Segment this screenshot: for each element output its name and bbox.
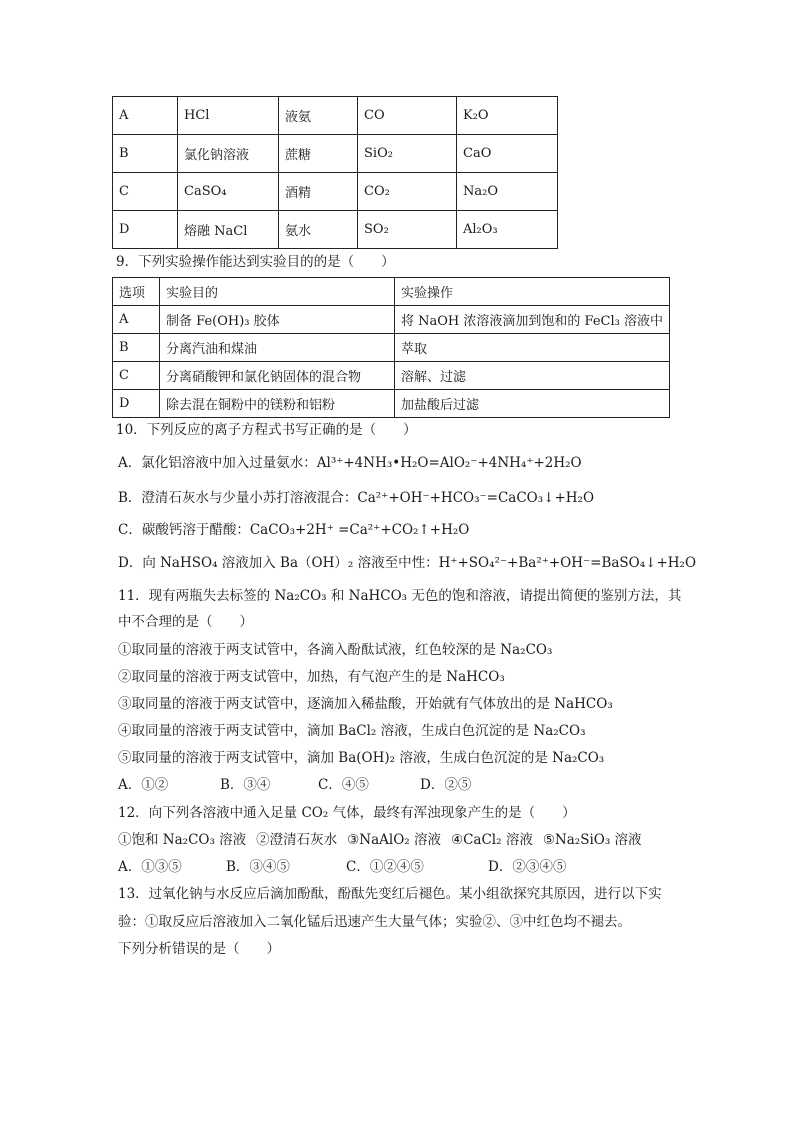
table-row <box>113 173 558 211</box>
q12-stem: 12．向下列各溶液中通入足量 CO₂ 气体，最终有浑浊现象产生的是（ ） <box>118 805 576 821</box>
table-row <box>113 362 670 390</box>
table-header-cell: 实验目的 <box>160 278 395 306</box>
table-header-cell: 实验操作 <box>395 278 670 306</box>
q11-option-a: A．①② <box>118 777 169 793</box>
q12-option-b: B．③④⑤ <box>226 859 290 875</box>
q9-stem: 9．下列实验操作能达到实验目的的是（ ） <box>116 254 395 270</box>
q11-item: ④取同量的溶液于两支试管中，滴加 BaCl₂ 溶液，生成白色沉淀的是 Na₂CO₃ <box>118 723 586 739</box>
table-cell: 氨水 <box>279 211 358 249</box>
table-cell: 将 NaOH 浓溶液滴加到饱和的 FeCl₃ 溶液中 <box>395 306 670 334</box>
table-cell: CaO <box>457 135 558 173</box>
classification-table <box>112 96 558 249</box>
table-cell: C <box>113 362 160 390</box>
q12-item: ①饱和 Na₂CO₃ 溶液 <box>118 832 247 848</box>
q11-option-c: C．④⑤ <box>318 777 369 793</box>
table-cell: HCl <box>178 97 279 135</box>
table-cell: B <box>113 135 178 173</box>
q12-item: ④CaCl₂ 溶液 <box>450 832 533 848</box>
q10-option-b: B．澄清石灰水与少量小苏打溶液混合：Ca²⁺+OH⁻+HCO₃⁻=CaCO₃↓+H₂O <box>118 490 595 506</box>
table-row <box>113 390 670 418</box>
table-cell: 除去混在铜粉中的镁粉和铝粉 <box>160 390 395 418</box>
q11-option-d: D．②⑤ <box>420 777 472 793</box>
q11-option-b: B．③④ <box>220 777 271 793</box>
table-cell: CO₂ <box>358 173 457 211</box>
q11-item: ⑤取同量的溶液于两支试管中，滴加 Ba(OH)₂ 溶液，生成白色沉淀的是 Na₂CO₃ <box>118 750 605 766</box>
table-row <box>113 97 558 135</box>
q12-options <box>118 855 566 875</box>
table-cell: 酒精 <box>279 173 358 211</box>
q10-option-c: C．碳酸钙溶于醋酸：CaCO₃+2H⁺ =Ca²⁺+CO₂↑+H₂O <box>118 522 470 538</box>
table-cell: SiO₂ <box>358 135 457 173</box>
table-cell: 液氨 <box>279 97 358 135</box>
table-cell: 熔融 NaCl <box>178 211 279 249</box>
table-cell: 制备 Fe(OH)₃ 胶体 <box>160 306 395 334</box>
table-cell: 分离硝酸钾和氯化钠固体的混合物 <box>160 362 395 390</box>
q11-item: ②取同量的溶液于两支试管中，加热，有气泡产生的是 NaHCO₃ <box>118 669 505 685</box>
table-cell: A <box>113 97 178 135</box>
table-cell: K₂O <box>457 97 558 135</box>
q12-items <box>118 828 642 848</box>
q13-line2: 验：①取反应后溶液加入二氧化锰后迅速产生大量气体；实验②、③中红色均不褪去。 <box>118 914 631 930</box>
q12-item: ⑤Na₂SiO₃ 溶液 <box>542 832 642 848</box>
table-cell: 氯化钠溶液 <box>178 135 279 173</box>
table-cell: Na₂O <box>457 173 558 211</box>
q12-item: ③NaAlO₂ 溶液 <box>347 832 441 848</box>
table-row <box>113 135 558 173</box>
q13-line3: 下列分析错误的是（ ） <box>118 941 280 957</box>
table-cell: D <box>113 211 178 249</box>
table-cell: B <box>113 334 160 362</box>
table-cell: D <box>113 390 160 418</box>
q11-stem-line1: 11．现有两瓶失去标签的 Na₂CO₃ 和 NaHCO₃ 无色的饱和溶液，请提出简便的鉴别方法，其 <box>118 588 682 604</box>
table-row <box>113 334 670 362</box>
q10-option-d: D．向 NaHSO₄ 溶液加入 Ba（OH）₂ 溶液至中性：H⁺+SO₄²⁻+Ba²⁺+OH⁻=BaSO₄↓+H₂O <box>118 555 697 571</box>
table-cell: 溶解、过滤 <box>395 362 670 390</box>
table-cell: CaSO₄ <box>178 173 279 211</box>
q11-options <box>118 773 471 793</box>
table-cell: SO₂ <box>358 211 457 249</box>
q11-item: ①取同量的溶液于两支试管中，各滴入酚酞试液，红色较深的是 Na₂CO₃ <box>118 642 553 658</box>
table-cell: C <box>113 173 178 211</box>
q13-line1: 13．过氧化钠与水反应后滴加酚酞，酚酞先变红后褪色。某小组欲探究其原因，进行以下实 <box>118 886 662 902</box>
q12-option-d: D．②③④⑤ <box>488 859 567 875</box>
q12-option-a: A．①③⑤ <box>118 859 182 875</box>
q11-stem-line2: 中不合理的是（ ） <box>118 614 253 630</box>
table-cell: 萃取 <box>395 334 670 362</box>
table-cell: A <box>113 306 160 334</box>
experiment-table <box>112 277 670 418</box>
table-row <box>113 211 558 249</box>
table-cell: 分离汽油和煤油 <box>160 334 395 362</box>
table-row <box>113 306 670 334</box>
table-cell: Al₂O₃ <box>457 211 558 249</box>
q10-stem: 10．下列反应的离子方程式书写正确的是（ ） <box>116 422 417 438</box>
table-header-cell: 选项 <box>113 278 160 306</box>
table-cell: CO <box>358 97 457 135</box>
q10-option-a: A．氯化铝溶液中加入过量氨水：Al³⁺+4NH₃•H₂O=AlO₂⁻+4NH₄⁺+2H₂O <box>118 455 582 471</box>
table-cell: 蔗糖 <box>279 135 358 173</box>
table-cell: 加盐酸后过滤 <box>395 390 670 418</box>
q11-item: ③取同量的溶液于两支试管中，逐滴加入稀盐酸，开始就有气体放出的是 NaHCO₃ <box>118 696 613 712</box>
q12-item: ②澄清石灰水 <box>256 832 338 848</box>
q12-option-c: C．①②④⑤ <box>346 859 424 875</box>
table-header-row <box>113 278 670 306</box>
